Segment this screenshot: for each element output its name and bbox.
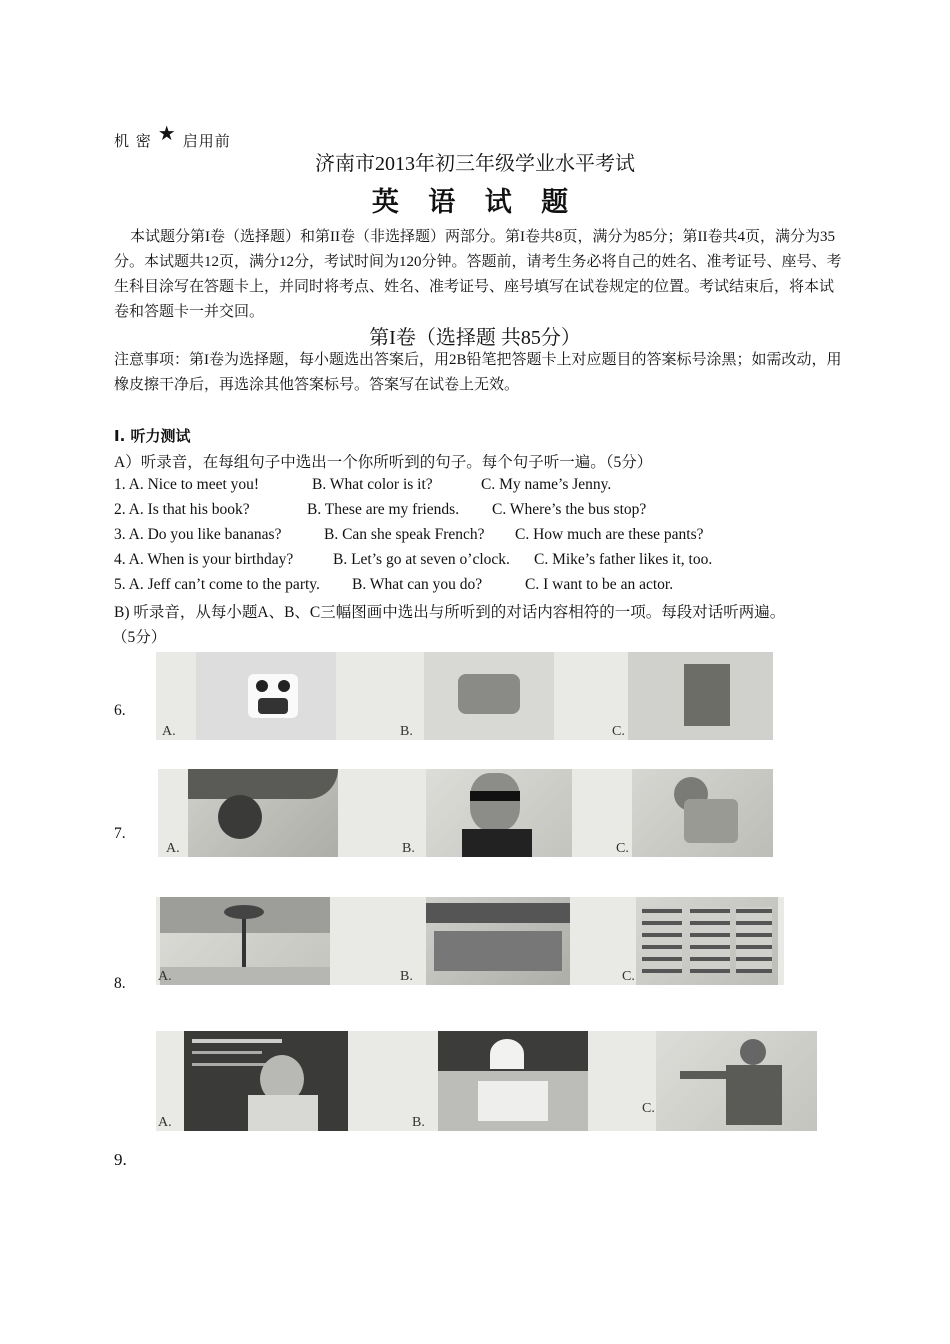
question-8-pictures (156, 897, 784, 985)
option-label-a: A. (162, 724, 176, 739)
secret-label: 机 密 (114, 132, 152, 150)
part-b-instructions: B) 听录音，从每小题A、B、C三幅图画中选出与所听到的对话内容相符的一项。每段对话听两遍。 (114, 604, 786, 621)
question-4 (114, 551, 713, 569)
option-label-b: B. (400, 969, 413, 984)
giraffe-picture (628, 652, 773, 740)
option-c: C. Where’s the bus stop? (492, 501, 647, 518)
question-number: 3. (114, 526, 126, 543)
library-picture (636, 897, 778, 985)
star-icon: ★ (157, 121, 177, 145)
question-7-pictures (158, 769, 773, 857)
option-c: C. My name’s Jenny. (481, 476, 612, 493)
koala-picture (424, 652, 554, 740)
option-c: C. Mike’s father likes it, too. (534, 551, 713, 568)
before-use-label: 启用前 (182, 132, 231, 150)
sunglasses-man-picture (426, 769, 572, 857)
option-label-c: C. (616, 841, 629, 856)
umbrella-girl-picture (188, 769, 338, 857)
question-7-number: 7. (114, 825, 126, 842)
option-b: B. These are my friends. (307, 501, 460, 518)
option-label-b: B. (402, 841, 415, 856)
question-8-number: 8. (114, 975, 126, 992)
police-picture (656, 1031, 817, 1131)
option-b: B. Let’s go at seven o’clock. (333, 551, 510, 568)
part1-title: 第I卷（选择题 共85分） (369, 327, 581, 349)
option-label-a: A. (166, 841, 180, 856)
question-6-number: 6. (114, 702, 126, 719)
option-b: B. Can she speak French? (324, 526, 485, 543)
koala-image (458, 674, 520, 714)
intro-paragraph: 本试题分第I卷（选择题）和第II卷（非选择题）两部分。第I卷共8页，满分为85分；第II卷共4页，满分为35分。本试题共12页，满分12分，考试时间为120分钟。答题前，请考生务必将自己的姓名、准考证号、座号、考生科目涂写在答题卡上，并同时将考点、姓名、准考证号、座号填写在试卷规定的位置。考试结束后，将本试卷和答题卡一并交回。 (114, 229, 842, 320)
exam-subtitle: 英 语 试 题 (371, 187, 579, 218)
question-9-number: 9. (114, 1150, 127, 1169)
part-a-instructions: A）听录音，在每组句子中选出一个你所听到的句子。每个句子听一遍。（5分） (114, 454, 653, 471)
option-c: C. How much are these pants? (515, 526, 704, 543)
option-a: A. Do you like bananas? (128, 526, 282, 543)
question-number: 2. (114, 501, 126, 518)
option-label-a: A. (158, 969, 172, 984)
option-a: A. Is that his book? (128, 501, 250, 518)
option-label-a: A. (158, 1115, 172, 1130)
option-label-b: B. (400, 724, 413, 739)
teacher-picture (184, 1031, 348, 1131)
option-a: A. When is your birthday? (128, 551, 294, 568)
question-5 (114, 576, 674, 594)
option-b: B. What can you do? (352, 576, 483, 593)
notice-paragraph: 注意事项：第I卷为选择题，每小题选出答案后，用2B铅笔把答题卡上对应题目的答案标号涂黑；如需改动，用橡皮擦干净后，再选涂其他答案标号。答案写在试卷上无效。 (114, 352, 842, 393)
option-label-c: C. (622, 969, 635, 984)
option-label-c: C. (612, 724, 625, 739)
chef-picture (438, 1031, 588, 1131)
option-c: C. I want to be an actor. (525, 576, 674, 593)
backpack-girl-picture (632, 769, 773, 857)
option-b: B. What color is it? (312, 476, 433, 493)
part-b-score: （5分） (112, 629, 167, 646)
panda-picture (196, 652, 336, 740)
cinema-picture (426, 897, 570, 985)
exam-title: 济南市2013年初三年级学业水平考试 (315, 153, 635, 175)
option-label-c: C. (642, 1101, 655, 1116)
option-label-b: B. (412, 1115, 425, 1130)
question-6-pictures (156, 652, 773, 740)
panda-image (248, 674, 298, 718)
question-3 (114, 526, 704, 544)
question-2 (114, 501, 647, 519)
giraffe-image (684, 664, 730, 726)
question-number: 1. (114, 476, 126, 493)
section-heading: I. 听力测试 (114, 427, 191, 445)
option-a: A. Nice to meet you! (128, 476, 260, 493)
question-9-pictures (156, 1031, 817, 1131)
beach-picture (160, 897, 330, 985)
question-number: 5. (114, 576, 126, 593)
option-a: A. Jeff can’t come to the party. (128, 576, 320, 593)
question-1 (114, 476, 612, 494)
question-number: 4. (114, 551, 126, 568)
